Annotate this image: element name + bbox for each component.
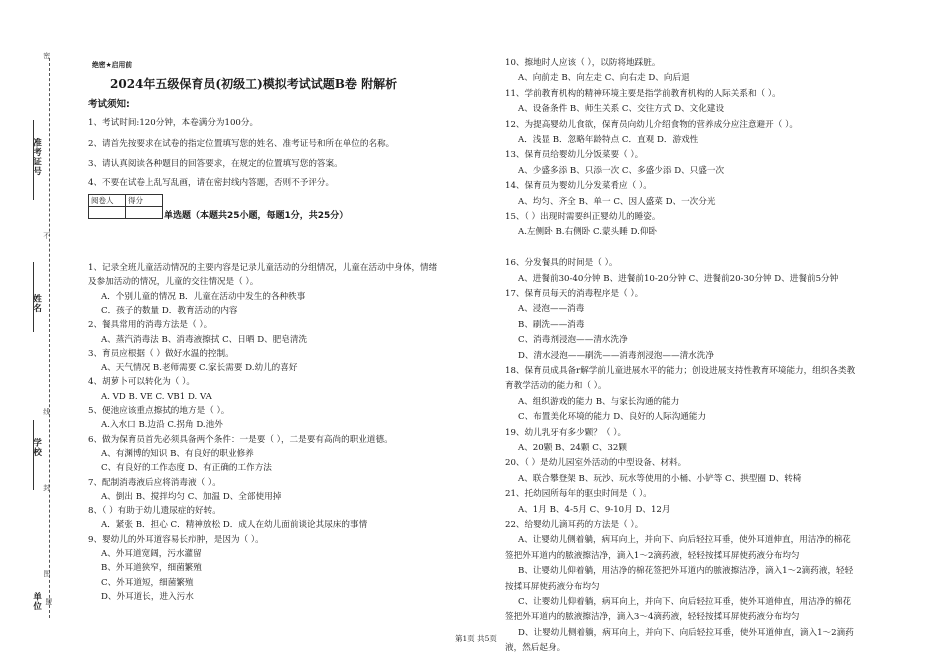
question-line: 14、保育员为婴幼儿分发菜肴应（ ）。 (505, 181, 652, 192)
reviewer-cell: 阅卷人 (89, 195, 126, 207)
question-line: 17、保育员每天的消毒程序是（ ）。 (505, 289, 644, 299)
answer-option: A、进餐前30-40分钟 B、进餐前10-20分钟 C、进餐前20-30分钟 D、进餐前5分钟 (518, 273, 839, 284)
answer-option: C、外耳道短，细菌繁殖 (101, 577, 194, 588)
district-mark: 盟 (44, 598, 53, 605)
question-line: 16、分发餐具的时间是（ ）。 (505, 258, 618, 269)
answer-option: B、刷洗——消毒 (518, 319, 585, 330)
page-number: 第1页 共5页 (455, 634, 497, 643)
question-line: 18、保育员成具备r解学前儿童进展水平的能力；创设进展支持性教育环境能力，组织各类教 (505, 366, 856, 376)
answer-option: D、让婴幼儿侧着躺，病耳向上，并向下、向后轻拉耳垂，使外耳道伸直，滴入1～2滴药 (518, 627, 854, 638)
question-line: 9、婴幼儿的外耳道容易长疖肿，是因为（ ）。 (88, 534, 264, 545)
answer-option: A、外耳道宽阔，污水灌留 (101, 549, 202, 559)
question-line: 2、餐具常用的消毒方法是（ ）。 (88, 320, 213, 331)
seal-mark-feng: 封 (42, 484, 51, 491)
question-line: 12、为提高婴幼儿食欲，保育员向幼儿介绍食物的营养成分应注意避开（ ）。 (505, 119, 798, 130)
notice-item: 1、考试时间:120分钟，本卷满分为100分。 (88, 118, 259, 128)
answer-option: D、外耳道长，进入污水 (101, 591, 194, 602)
answer-option: C、消毒剂浸泡——清水洗净 (518, 335, 628, 346)
answer-option: C、布置美化环境的能力 D、良好的人际沟通能力 (518, 412, 707, 423)
exam-number-label: 准考证号 (31, 138, 42, 176)
answer-option: C、有良好的工作态度 D、有正确的工作方法 (101, 463, 272, 474)
seal-mark-tu: 图 (42, 570, 51, 577)
section-title: 单选题（本题共25小题，每题1分，共25分） (164, 211, 349, 221)
name-label: 姓名 (31, 294, 42, 313)
notice-item: 3、请认真阅读各种题目的回答要求，在规定的位置填写您的答案。 (88, 159, 343, 169)
answer-option: C、让婴幼儿仰着躺，病耳向上，并向下、向后轻拉耳垂，使外耳道伸直，用洁净的棉花 (518, 597, 852, 607)
answer-option: A、倒出 B、搅拌均匀 C、加温 D、全部使用掉 (101, 491, 282, 502)
question-line: 3、育员应根据（ ）做好水温的控制。 (88, 348, 234, 359)
question-line: 5、便池应该重点擦拭的地方是（ ）。 (88, 406, 230, 416)
question-line: 15、（ ）出现时需要纠正婴幼儿的睡姿。 (505, 212, 661, 222)
seal-mark-mi: 密 (42, 52, 51, 59)
page-title: 2024年五级保育员(初级工)模拟考试试题B卷 附解析 (110, 77, 398, 91)
question-line: 及参加活动的情况，儿童的交往情况是（ ）。 (88, 277, 259, 288)
answer-option: A、均匀、齐全 B、单一 C、因人盛菜 D、一次分光 (518, 196, 716, 207)
seal-mark-bu: 不 (42, 232, 51, 239)
confidential-label: 绝密★启用前 (92, 61, 133, 69)
score-blank (126, 207, 163, 219)
answer-option: B、外耳道狭窄，细菌繁殖 (101, 563, 202, 574)
unit-label: 单位 (31, 592, 42, 611)
question-line: 6、做为保育员首先必须具备两个条件：一是要（ ），二是要有高尚的职业道德。 (88, 434, 393, 445)
question-line: 20、（ ）是幼儿园室外活动的中型设备、材料。 (505, 458, 687, 469)
question-line: 21、托幼园所每年的驱虫时间是（ ）。 (505, 489, 652, 500)
answer-option: A、联合攀登架 B、玩沙、玩水等使用的小桶、小铲等 C、拱型圈 D、转椅 (518, 473, 802, 484)
answer-option: A．紧张 B．担心 C．精神放松 D．成人在幼儿面前谈论其尿床的事情 (101, 520, 368, 531)
answer-option: A.入水口 B.边沿 C.拐角 D.池外 (101, 420, 223, 431)
answer-option: D、清水浸泡——刷洗——消毒剂浸泡——清水洗净 (518, 350, 714, 361)
question-line: 育教学活动的能力和（ ）。 (505, 381, 607, 392)
question-line: 19、幼儿乳牙有多少颗？（ ）。 (505, 427, 627, 438)
answer-option: C．孩子的数量 D．教育活动的内容 (101, 305, 238, 316)
school-label: 学校 (31, 438, 42, 457)
notice-item: 4、不要在试卷上乱写乱画，请在密封线内答题，否则不予评分。 (88, 178, 335, 188)
exam-number-line (33, 120, 34, 200)
answer-option: A.左侧卧 B.右侧卧 C.蒙头睡 D.仰卧 (518, 227, 658, 238)
answer-option: B、让婴幼儿仰着躺，用洁净的棉花签把外耳道内的脓液擦洁净，滴入1～2滴药液，轻轻 (518, 566, 854, 577)
question-line: 1、记录全班儿童活动情况的主要内容是记录儿童活动的分组情况，儿童在活动中身体，情绪 (88, 263, 438, 273)
question-line: 签把外耳道内的脓液擦洁净，滴入1～2滴药液，轻轻按揉耳屏使药液分布均匀 (505, 550, 800, 561)
question-line: 8、（ ）有助于幼儿遗尿症的好转。 (88, 506, 221, 517)
answer-option: A、让婴幼儿侧着躺，病耳向上，并向下、向后轻拉耳垂，使外耳道伸直，用洁净的棉花 (518, 535, 851, 546)
score-box (88, 194, 163, 219)
question-line: 按揉耳屏使药液分布均匀 (505, 581, 600, 592)
answer-option: A、少盛多添 B、只添一次 C、多盛少添 D、只盛一次 (518, 165, 725, 176)
answer-option: A、设备条件 B、师生关系 C、交往方式 D、文化建设 (518, 104, 725, 115)
answer-option: A．浅显 B．忽略年龄特点 C．直观 D．游戏性 (518, 135, 699, 145)
question-line: 液，然后起身。 (505, 643, 566, 654)
notice-item: 2、请首先按要求在试卷的指定位置填写您的姓名、准考证号和所在单位的名称。 (88, 139, 395, 149)
answer-option: A、有渊博的知识 B、有良好的职业修养 (101, 448, 254, 459)
answer-option: A、1月 B、4-5月 C、9-10月 D、12月 (518, 504, 671, 515)
answer-option: A、天气情况 B.老师需要 C.家长需要 D.幼儿的喜好 (101, 363, 298, 374)
binding-dashed-line (49, 58, 50, 618)
score-cell: 得分 (126, 195, 163, 207)
question-line: 7、配制消毒液后应将消毒液（ ）。 (88, 477, 221, 488)
name-line (33, 262, 34, 332)
question-line: 22、给婴幼儿滴耳药的方法是（ ）。 (505, 520, 644, 530)
reviewer-blank (89, 207, 126, 219)
question-line: 11、学前教育机构的精神环境主要是指学前教育机构的人际关系和（ ）。 (505, 88, 781, 99)
answer-option: A、组织游戏的能力 B、与家长沟通的能力 (518, 396, 680, 407)
answer-option: A. VD B. VE C. VB1 D. VA (101, 391, 212, 402)
answer-option: A、向前走 B、向左走 C、向右走 D、向后退 (518, 73, 690, 84)
answer-option: A、蒸汽消毒法 B、消毒液擦拭 C、日晒 D、肥皂清洗 (101, 334, 308, 345)
answer-option: A、20颗 B、24颗 C、32颗 (518, 443, 627, 453)
question-line: 10、擦地时人应该（ ），以防将地踩脏。 (505, 58, 661, 68)
notice-heading: 考试须知: (88, 99, 130, 110)
question-line: 签把外耳道内的脓液擦洁净，滴入3～4滴药液，轻轻按揉耳屏使药液分布均匀 (505, 612, 800, 623)
question-line: 13、保育员给婴幼儿分饭菜要（ ）。 (505, 150, 644, 161)
answer-option: A、浸泡——消毒 (518, 304, 585, 315)
seal-mark-xian: 线 (42, 408, 51, 415)
school-line (33, 420, 34, 490)
question-line: 4、胡萝卜可以转化为（ ）。 (88, 377, 196, 388)
answer-option: A．个别儿童的情况 B．儿童在活动中发生的各种秩事 (101, 291, 306, 302)
